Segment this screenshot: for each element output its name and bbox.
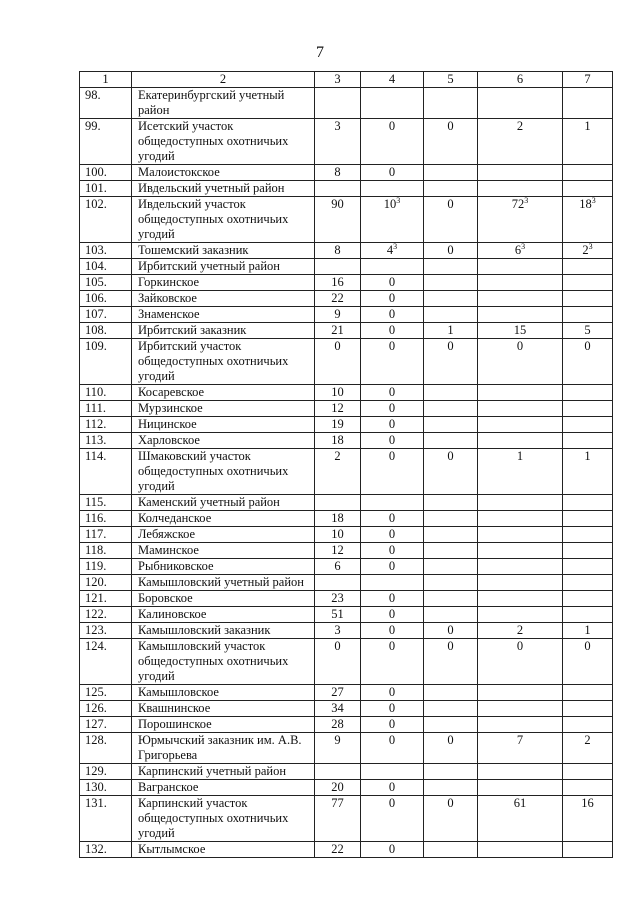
table-row	[80, 764, 613, 780]
value-cell-col-7	[563, 275, 613, 291]
value-cell-col-3: 9	[315, 307, 361, 323]
value-cell-col-3	[315, 88, 361, 119]
territory-name: Харловское	[132, 433, 315, 449]
value-cell-col-5	[424, 842, 478, 858]
header-cell: 7	[563, 72, 613, 88]
territory-name: Малоистокское	[132, 165, 315, 181]
value-cell-col-6	[478, 685, 563, 701]
value-cell-col-3: 27	[315, 685, 361, 701]
row-number: 127.	[80, 717, 132, 733]
row-number: 129.	[80, 764, 132, 780]
table-row	[80, 197, 613, 243]
territory-name: Косаревское	[132, 385, 315, 401]
value-cell-col-5: 0	[424, 639, 478, 685]
value-cell-col-5	[424, 385, 478, 401]
value-cell-col-7	[563, 543, 613, 559]
value-cell-col-3: 20	[315, 780, 361, 796]
territory-name: Тошемский заказник	[132, 243, 315, 259]
value-cell-col-6: 61	[478, 796, 563, 842]
territory-name: Карпинский учетный район	[132, 764, 315, 780]
territory-name: Каменский учетный район	[132, 495, 315, 511]
table-row	[80, 259, 613, 275]
row-number: 118.	[80, 543, 132, 559]
row-number: 110.	[80, 385, 132, 401]
value-cell-col-7: 0	[563, 639, 613, 685]
header-cell: 4	[361, 72, 424, 88]
value-cell-col-5	[424, 88, 478, 119]
value-cell-col-4: 0	[361, 417, 424, 433]
value-cell-col-6	[478, 275, 563, 291]
value-cell-col-4: 0	[361, 543, 424, 559]
value-cell-col-7: 5	[563, 323, 613, 339]
value-cell-col-6	[478, 433, 563, 449]
territory-name: Камышловское	[132, 685, 315, 701]
value-cell-col-5	[424, 607, 478, 623]
value-cell-col-3: 22	[315, 842, 361, 858]
value-cell-col-3: 9	[315, 733, 361, 764]
value-cell-col-4: 0	[361, 796, 424, 842]
row-number: 122.	[80, 607, 132, 623]
value-cell-col-3: 77	[315, 796, 361, 842]
value-cell-col-3: 21	[315, 323, 361, 339]
value-cell-col-4: 0	[361, 591, 424, 607]
value-cell-col-5: 0	[424, 449, 478, 495]
value-cell-col-7	[563, 717, 613, 733]
table-row	[80, 842, 613, 858]
value-cell-col-5	[424, 527, 478, 543]
table-row	[80, 623, 613, 639]
value-cell-col-6	[478, 511, 563, 527]
value-cell-col-7: $18^3$	[563, 197, 613, 243]
value-cell-col-6	[478, 842, 563, 858]
value-cell-col-4: 0	[361, 433, 424, 449]
value-cell-col-7	[563, 88, 613, 119]
value-cell-col-4: 0	[361, 307, 424, 323]
territory-name: Мурзинское	[132, 401, 315, 417]
row-number: 113.	[80, 433, 132, 449]
value-cell-col-6	[478, 495, 563, 511]
value-cell-col-7	[563, 181, 613, 197]
value-cell-col-4: 0	[361, 119, 424, 165]
territory-name: Ирбитский учетный район	[132, 259, 315, 275]
value-cell-col-6	[478, 291, 563, 307]
table-row	[80, 543, 613, 559]
value-cell-col-3: 3	[315, 119, 361, 165]
territory-name: Знаменское	[132, 307, 315, 323]
value-cell-col-5	[424, 433, 478, 449]
value-cell-col-4: 0	[361, 275, 424, 291]
value-cell-col-7	[563, 780, 613, 796]
table-row	[80, 796, 613, 842]
table-row	[80, 780, 613, 796]
value-cell-col-4: 0	[361, 842, 424, 858]
value-cell-col-3: 34	[315, 701, 361, 717]
value-cell-col-6: 7	[478, 733, 563, 764]
value-cell-col-5	[424, 717, 478, 733]
row-number: 119.	[80, 559, 132, 575]
row-number: 123.	[80, 623, 132, 639]
value-cell-col-7	[563, 575, 613, 591]
territory-name: Камышловский участок общедоступных охотничьих угодий	[132, 639, 315, 685]
value-cell-col-4: 0	[361, 733, 424, 764]
value-cell-col-3: 18	[315, 433, 361, 449]
territory-name: Маминское	[132, 543, 315, 559]
value-cell-col-4	[361, 259, 424, 275]
value-cell-col-3: 6	[315, 559, 361, 575]
value-cell-col-6: 0	[478, 639, 563, 685]
row-number: 121.	[80, 591, 132, 607]
data-table	[79, 71, 613, 858]
table-row	[80, 591, 613, 607]
territory-name: Квашнинское	[132, 701, 315, 717]
value-cell-col-5: 0	[424, 339, 478, 385]
table-row	[80, 417, 613, 433]
row-number: 106.	[80, 291, 132, 307]
territory-name: Ивдельский учетный район	[132, 181, 315, 197]
territory-name: Камышловский заказник	[132, 623, 315, 639]
value-cell-col-6	[478, 575, 563, 591]
value-cell-col-4: 0	[361, 701, 424, 717]
value-cell-col-3	[315, 495, 361, 511]
value-cell-col-5	[424, 401, 478, 417]
territory-name: Екатеринбургский учетный район	[132, 88, 315, 119]
value-cell-col-6	[478, 417, 563, 433]
table-row	[80, 607, 613, 623]
value-cell-col-3: 3	[315, 623, 361, 639]
table-row	[80, 165, 613, 181]
value-cell-col-6	[478, 527, 563, 543]
row-number: 131.	[80, 796, 132, 842]
value-cell-col-4: 0	[361, 527, 424, 543]
territory-name: Лебяжское	[132, 527, 315, 543]
value-cell-col-4: 0	[361, 385, 424, 401]
value-cell-col-7	[563, 259, 613, 275]
territory-name: Ивдельский участок общедоступных охотничьих угодий	[132, 197, 315, 243]
territory-name: Шмаковский участок общедоступных охотничьих угодий	[132, 449, 315, 495]
territory-name: Юрмычский заказник им. А.В. Григорьева	[132, 733, 315, 764]
row-number: 124.	[80, 639, 132, 685]
value-cell-col-6	[478, 259, 563, 275]
value-cell-col-3: 51	[315, 607, 361, 623]
territory-name: Исетский участок общедоступных охотничьих угодий	[132, 119, 315, 165]
value-cell-col-4: 0	[361, 511, 424, 527]
value-cell-col-3: 22	[315, 291, 361, 307]
table-row	[80, 559, 613, 575]
row-number: 128.	[80, 733, 132, 764]
row-number: 107.	[80, 307, 132, 323]
value-cell-col-3: 2	[315, 449, 361, 495]
value-cell-col-7: 1	[563, 623, 613, 639]
territory-name: Камышловский учетный район	[132, 575, 315, 591]
table-row	[80, 527, 613, 543]
territory-name: Ирбитский участок общедоступных охотничьих угодий	[132, 339, 315, 385]
row-number: 120.	[80, 575, 132, 591]
table-row	[80, 291, 613, 307]
value-cell-col-5	[424, 181, 478, 197]
header-row	[80, 72, 613, 88]
value-cell-col-4: 0	[361, 717, 424, 733]
territory-name: Ирбитский заказник	[132, 323, 315, 339]
table-row	[80, 181, 613, 197]
value-cell-col-4: 0	[361, 607, 424, 623]
value-cell-col-3: 0	[315, 639, 361, 685]
row-number: 112.	[80, 417, 132, 433]
row-number: 109.	[80, 339, 132, 385]
table-row	[80, 401, 613, 417]
territory-name: Порошинское	[132, 717, 315, 733]
value-cell-col-4: 0	[361, 401, 424, 417]
value-cell-col-4: 0	[361, 339, 424, 385]
value-cell-col-5: 0	[424, 197, 478, 243]
table-row	[80, 307, 613, 323]
value-cell-col-3	[315, 181, 361, 197]
value-cell-col-3: 18	[315, 511, 361, 527]
value-cell-col-3: 0	[315, 339, 361, 385]
table-row	[80, 275, 613, 291]
value-cell-col-4: 0	[361, 780, 424, 796]
page-number: 7	[316, 44, 324, 61]
value-cell-col-6	[478, 780, 563, 796]
value-cell-col-5: 0	[424, 243, 478, 259]
header-cell: 2	[132, 72, 315, 88]
value-cell-col-3: 12	[315, 401, 361, 417]
value-cell-col-6	[478, 559, 563, 575]
territory-name: Карпинский участок общедоступных охотничьих угодий	[132, 796, 315, 842]
value-cell-col-3: 12	[315, 543, 361, 559]
value-cell-col-7: 1	[563, 119, 613, 165]
value-cell-col-6	[478, 591, 563, 607]
table-row	[80, 88, 613, 119]
value-cell-col-7	[563, 511, 613, 527]
value-cell-col-6: 0	[478, 339, 563, 385]
header-cell: 1	[80, 72, 132, 88]
value-cell-col-7	[563, 685, 613, 701]
value-cell-col-4: $4^3$	[361, 243, 424, 259]
value-cell-col-3	[315, 259, 361, 275]
value-cell-col-6: 15	[478, 323, 563, 339]
value-cell-col-7	[563, 559, 613, 575]
value-cell-col-7	[563, 842, 613, 858]
row-number: 99.	[80, 119, 132, 165]
value-cell-col-7	[563, 607, 613, 623]
value-cell-col-3: 10	[315, 527, 361, 543]
value-cell-col-5	[424, 575, 478, 591]
value-cell-col-7	[563, 291, 613, 307]
table-row	[80, 339, 613, 385]
value-cell-col-5	[424, 543, 478, 559]
row-number: 125.	[80, 685, 132, 701]
territory-name: Зайковское	[132, 291, 315, 307]
value-cell-col-4: 0	[361, 639, 424, 685]
header-cell: 6	[478, 72, 563, 88]
value-cell-col-6	[478, 181, 563, 197]
value-cell-col-5	[424, 259, 478, 275]
row-number: 132.	[80, 842, 132, 858]
territory-name: Калиновское	[132, 607, 315, 623]
value-cell-col-6	[478, 307, 563, 323]
value-cell-col-6	[478, 701, 563, 717]
value-cell-col-7	[563, 385, 613, 401]
row-number: 117.	[80, 527, 132, 543]
value-cell-col-5	[424, 417, 478, 433]
value-cell-col-7	[563, 165, 613, 181]
value-cell-col-5: 0	[424, 119, 478, 165]
row-number: 108.	[80, 323, 132, 339]
value-cell-col-4	[361, 764, 424, 780]
value-cell-col-5	[424, 165, 478, 181]
value-cell-col-7: 16	[563, 796, 613, 842]
value-cell-col-3: 16	[315, 275, 361, 291]
row-number: 102.	[80, 197, 132, 243]
value-cell-col-6	[478, 385, 563, 401]
value-cell-col-7: 0	[563, 339, 613, 385]
value-cell-col-3	[315, 575, 361, 591]
value-cell-col-6	[478, 88, 563, 119]
value-cell-col-5	[424, 685, 478, 701]
row-number: 116.	[80, 511, 132, 527]
territory-name: Колчеданское	[132, 511, 315, 527]
value-cell-col-5	[424, 511, 478, 527]
value-cell-col-6	[478, 717, 563, 733]
value-cell-col-6: $6^3$	[478, 243, 563, 259]
table-row	[80, 385, 613, 401]
row-number: 104.	[80, 259, 132, 275]
value-cell-col-3: 28	[315, 717, 361, 733]
table-row	[80, 717, 613, 733]
value-cell-col-4: 0	[361, 165, 424, 181]
value-cell-col-5	[424, 701, 478, 717]
territory-name: Ницинское	[132, 417, 315, 433]
value-cell-col-4: 0	[361, 559, 424, 575]
value-cell-col-6: 1	[478, 449, 563, 495]
row-number: 101.	[80, 181, 132, 197]
table-row	[80, 639, 613, 685]
value-cell-col-7	[563, 701, 613, 717]
value-cell-col-3: 8	[315, 165, 361, 181]
value-cell-col-5: 0	[424, 733, 478, 764]
value-cell-col-5	[424, 307, 478, 323]
row-number: 130.	[80, 780, 132, 796]
value-cell-col-5	[424, 495, 478, 511]
value-cell-col-6	[478, 401, 563, 417]
table-body	[80, 88, 613, 858]
territory-name: Горкинское	[132, 275, 315, 291]
value-cell-col-4	[361, 181, 424, 197]
table-row	[80, 701, 613, 717]
value-cell-col-3: 23	[315, 591, 361, 607]
value-cell-col-5: 0	[424, 623, 478, 639]
value-cell-col-6: 2	[478, 623, 563, 639]
table-row	[80, 685, 613, 701]
value-cell-col-5: 0	[424, 796, 478, 842]
value-cell-col-4	[361, 495, 424, 511]
value-cell-col-7	[563, 401, 613, 417]
value-cell-col-5	[424, 559, 478, 575]
value-cell-col-7	[563, 417, 613, 433]
row-number: 111.	[80, 401, 132, 417]
value-cell-col-6: $72^3$	[478, 197, 563, 243]
value-cell-col-3: 10	[315, 385, 361, 401]
value-cell-col-3	[315, 764, 361, 780]
value-cell-col-3: 8	[315, 243, 361, 259]
table-row	[80, 575, 613, 591]
row-number: 126.	[80, 701, 132, 717]
table-row	[80, 449, 613, 495]
value-cell-col-5	[424, 591, 478, 607]
value-cell-col-7	[563, 591, 613, 607]
value-cell-col-7	[563, 764, 613, 780]
territory-name: Вагранское	[132, 780, 315, 796]
table-row	[80, 243, 613, 259]
table-row	[80, 119, 613, 165]
value-cell-col-5: 1	[424, 323, 478, 339]
header-cell: 5	[424, 72, 478, 88]
value-cell-col-6	[478, 165, 563, 181]
row-number: 114.	[80, 449, 132, 495]
value-cell-col-4: 0	[361, 623, 424, 639]
value-cell-col-3: 90	[315, 197, 361, 243]
value-cell-col-4	[361, 575, 424, 591]
value-cell-col-6	[478, 607, 563, 623]
table-row	[80, 495, 613, 511]
value-cell-col-4	[361, 88, 424, 119]
value-cell-col-7: 1	[563, 449, 613, 495]
table-row	[80, 733, 613, 764]
value-cell-col-5	[424, 764, 478, 780]
header-cell: 3	[315, 72, 361, 88]
value-cell-col-6: 2	[478, 119, 563, 165]
table-row	[80, 433, 613, 449]
value-cell-col-3: 19	[315, 417, 361, 433]
value-cell-col-4: 0	[361, 323, 424, 339]
territory-name: Рыбниковское	[132, 559, 315, 575]
value-cell-col-4: $10^3$	[361, 197, 424, 243]
value-cell-col-7: $2^3$	[563, 243, 613, 259]
row-number: 115.	[80, 495, 132, 511]
value-cell-col-4: 0	[361, 291, 424, 307]
value-cell-col-4: 0	[361, 685, 424, 701]
value-cell-col-7: 2	[563, 733, 613, 764]
table-row	[80, 323, 613, 339]
territory-name: Боровское	[132, 591, 315, 607]
value-cell-col-5	[424, 291, 478, 307]
value-cell-col-7	[563, 527, 613, 543]
value-cell-col-5	[424, 275, 478, 291]
territory-name: Кытлымское	[132, 842, 315, 858]
row-number: 103.	[80, 243, 132, 259]
value-cell-col-6	[478, 764, 563, 780]
row-number: 100.	[80, 165, 132, 181]
value-cell-col-7	[563, 433, 613, 449]
value-cell-col-5	[424, 780, 478, 796]
value-cell-col-6	[478, 543, 563, 559]
row-number: 105.	[80, 275, 132, 291]
row-number: 98.	[80, 88, 132, 119]
value-cell-col-4: 0	[361, 449, 424, 495]
value-cell-col-7	[563, 495, 613, 511]
table-row	[80, 511, 613, 527]
value-cell-col-7	[563, 307, 613, 323]
